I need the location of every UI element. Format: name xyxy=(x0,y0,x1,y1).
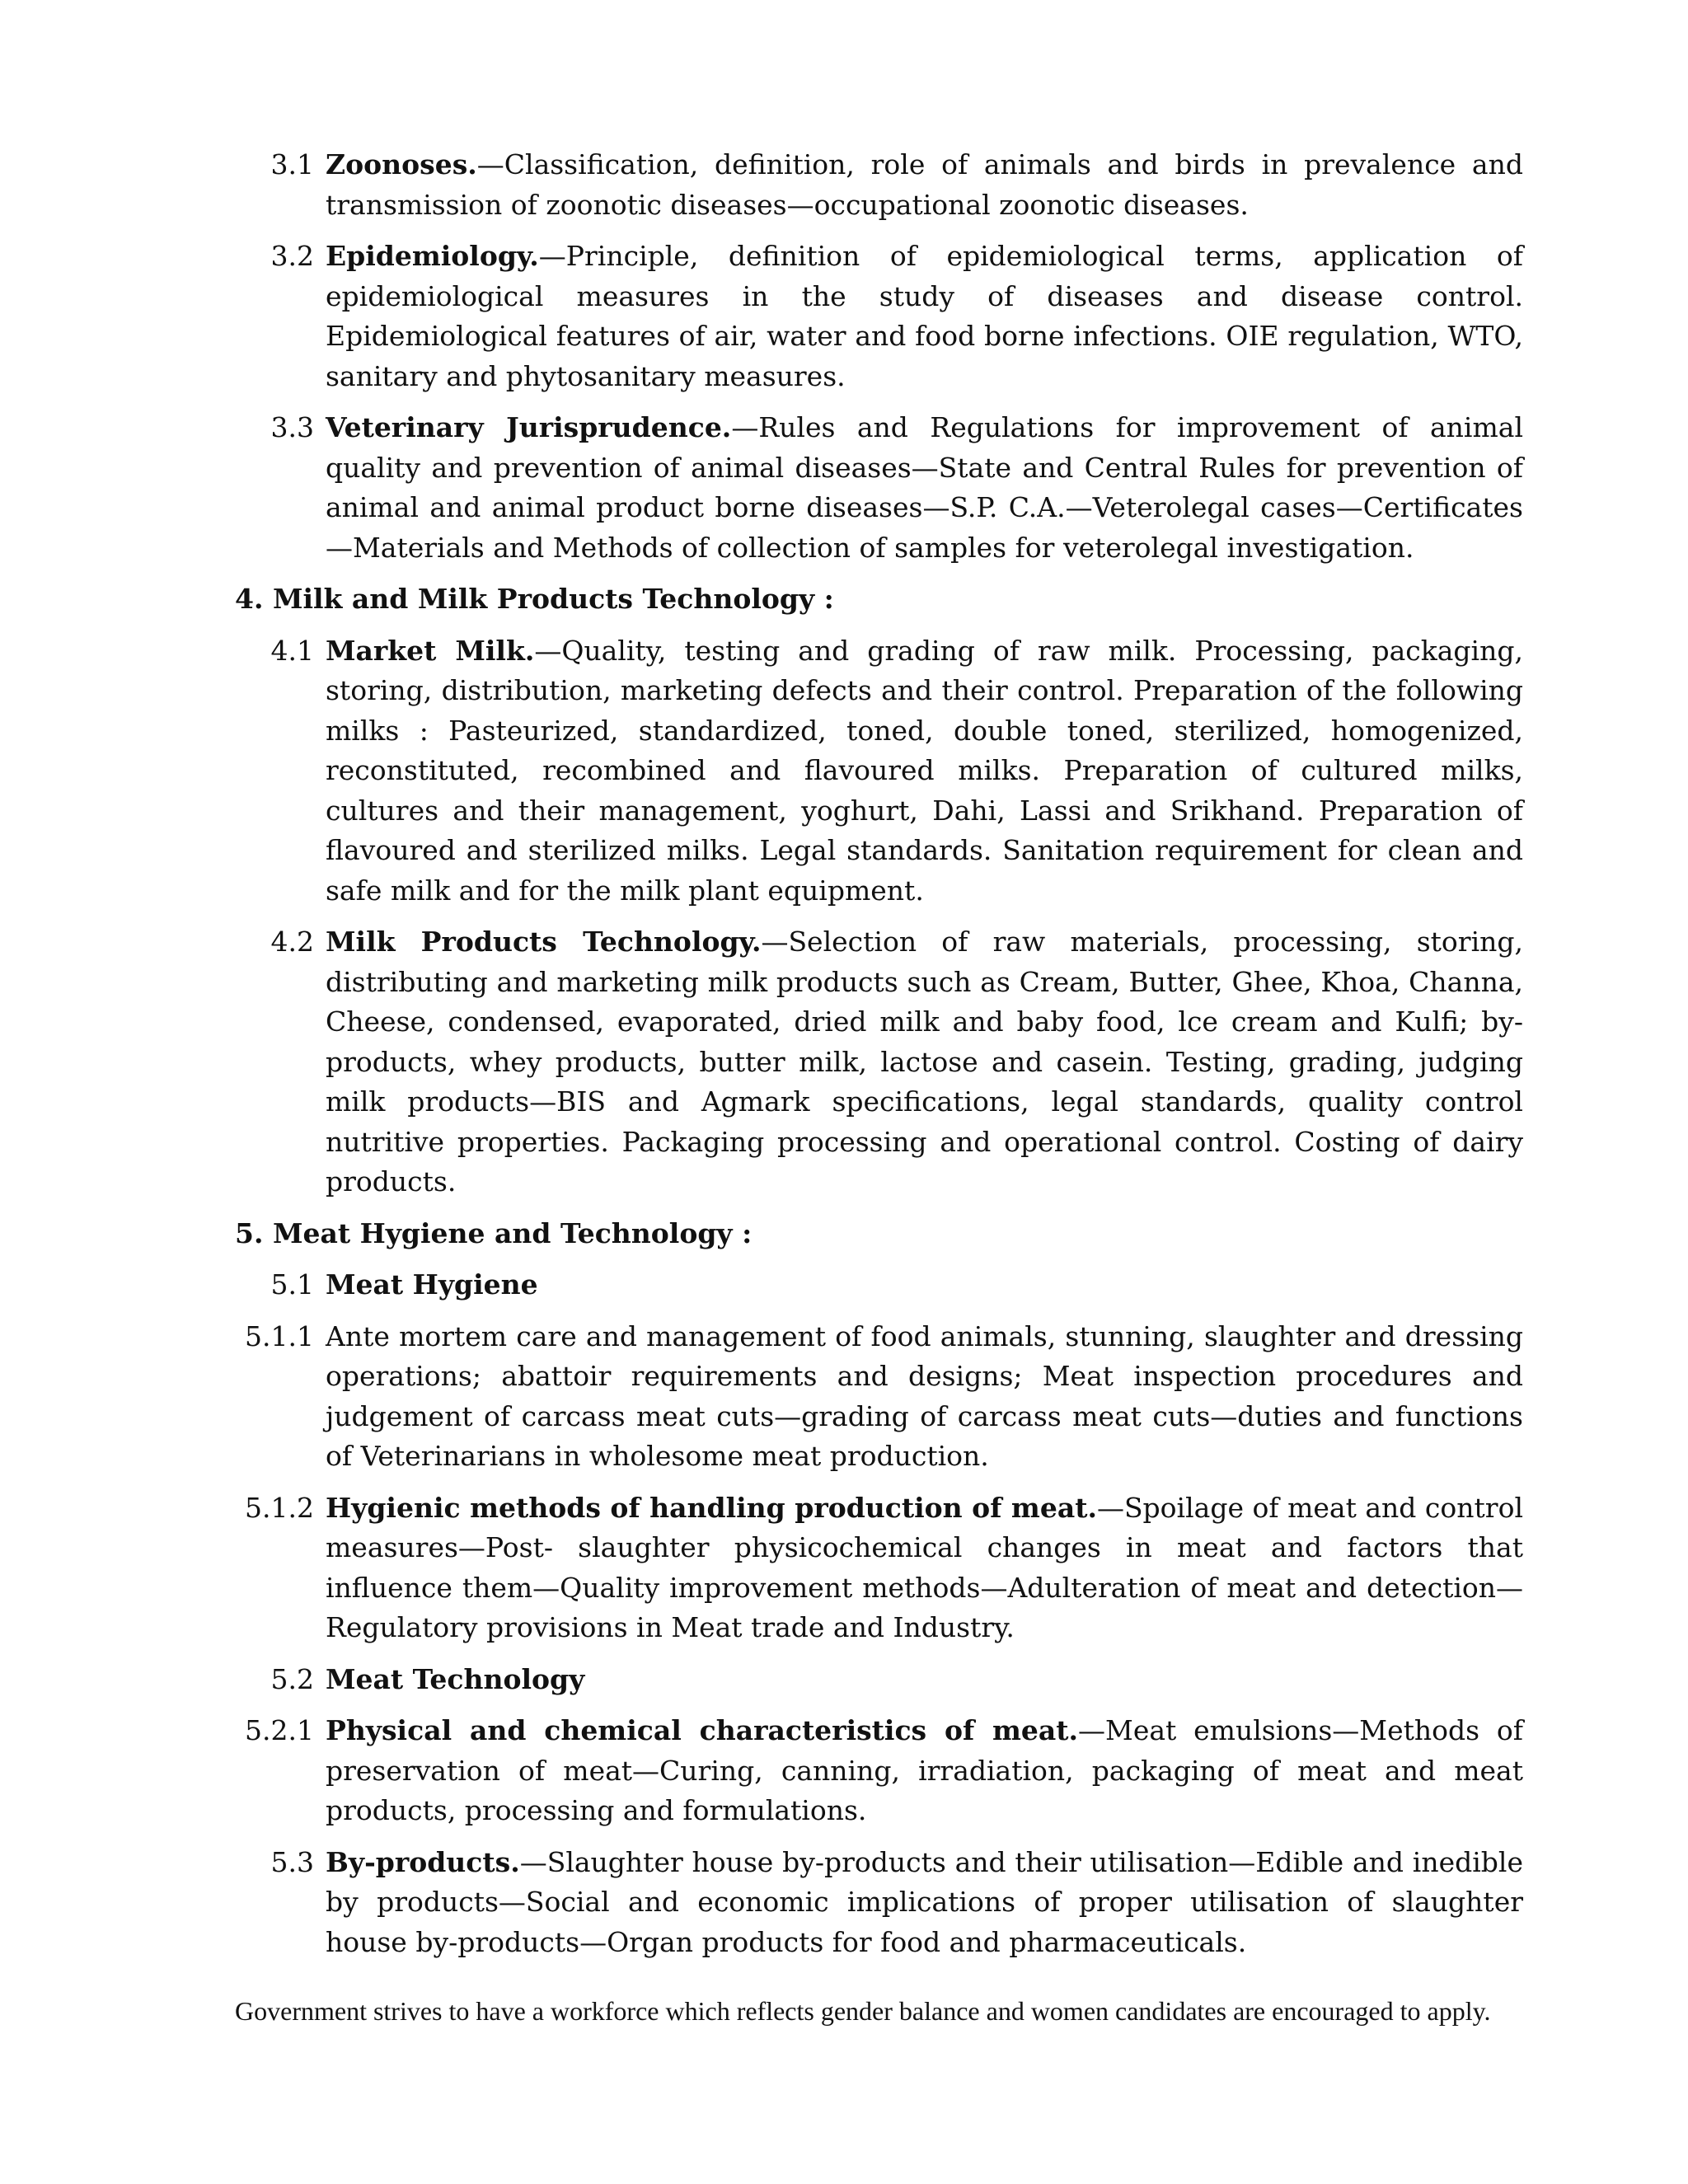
list-item xyxy=(235,1711,1523,1831)
item-number: 3.1 xyxy=(270,148,314,180)
item-number: 3.2 xyxy=(270,240,314,272)
item-title: Veterinary Jurisprudence. xyxy=(326,411,732,443)
item-text: —Rules and Regulations for improvement of animal quality and prevention of animal diseases—State and Central Rules for prevention of animal and animal product borne diseases—S.P. C.A.—Veterolegal cases—Certificates—Materials and Methods of collection of samples for veterolegal investigation. xyxy=(326,411,1524,564)
list-item xyxy=(235,1488,1523,1648)
item-title: By-products. xyxy=(326,1845,520,1878)
section-heading: 5. Meat Hygiene and Technology : xyxy=(235,1216,753,1249)
item-title: Zoonoses. xyxy=(326,148,477,180)
item-title: Physical and chemical characteristics of meat. xyxy=(326,1714,1079,1746)
item-number: 3.3 xyxy=(270,411,314,443)
item-number: 5.1 xyxy=(270,1268,314,1301)
section-heading: 4. Milk and Milk Products Technology : xyxy=(235,583,834,615)
list-item xyxy=(235,1660,1523,1700)
list-item xyxy=(235,1843,1523,1963)
item-number: 5.2.1 xyxy=(245,1714,314,1746)
item-text: —Classification, definition, role of animals and birds in prevalence and transmission of zoonotic diseases—occupational zoonotic diseases. xyxy=(326,148,1523,221)
footer-note: Government strives to have a workforce which reflects gender balance and women candidates are encouraged to apply. xyxy=(235,1996,1491,2026)
item-number: 4.2 xyxy=(270,926,314,958)
item-number: 5.1.1 xyxy=(245,1319,314,1352)
item-text: —Spoilage of meat and control measures—Post- slaughter physicochemical changes in meat and factors that influence them—Quality improvement methods—Adulteration of meat and detection—Regulatory provisions in Meat trade and Industry. xyxy=(326,1491,1523,1643)
item-title: Epidemiology. xyxy=(326,240,539,272)
item-text: —Principle, definition of epidemiological terms, application of epidemiological measures in the study of diseases and disease control. Epidemiological features of air, water and food borne infections. OIE regulation, WTO, sanitary and phytosanitary measures. xyxy=(326,240,1523,392)
item-text: Ante mortem care and management of food animals, stunning, slaughter and dressing operations; abattoir requirements and designs; Meat inspection procedures and judgement of carcass meat cuts—grading of carcass meat cuts—duties and functions of Veterinarians in wholesome meat production. xyxy=(326,1319,1523,1472)
item-text: —Slaughter house by-products and their utilisation—Edible and inedible by products—Social and economic implications of proper utilisation of slaughter house by-products—Organ products for food and pharmaceuticals. xyxy=(326,1845,1523,1958)
item-number: 4.1 xyxy=(270,634,314,667)
item-title: Hygienic methods of handling production of meat. xyxy=(326,1491,1097,1524)
list-item xyxy=(235,145,1523,225)
item-title: Meat Hygiene xyxy=(326,1268,538,1301)
list-item xyxy=(235,408,1523,568)
item-number: 5.1.2 xyxy=(245,1491,314,1524)
item-text: —Selection of raw materials, processing, storing, distributing and marketing milk products such as Cream, Butter, Ghee, Khoa, Channa, Cheese, condensed, evaporated, dried milk and baby food, lce cream and Kulfi; by-products, whey products, butter milk, lactose and casein. Testing, grading, judging milk products—BIS and Agmark specifications, legal standards, quality control nutritive properties. Packaging processing and operational control. Costing of dairy products. xyxy=(326,926,1523,1197)
list-item xyxy=(235,922,1523,1202)
list-item xyxy=(235,237,1523,396)
item-text: —Quality, testing and grading of raw milk. Processing, packaging, storing, distribution, marketing defects and their control. Preparation of the following milks : Pasteurized, standardized, toned, double toned, sterilized, homogenized, reconstituted, recombined and flavoured milks. Preparation of cultured milks, cultures and their management, yoghurt, Dahi, Lassi and Srikhand. Preparation of flavoured and sterilized milks. Legal standards. Sanitation requirement for clean and safe milk and for the milk plant equipment. xyxy=(326,634,1523,907)
item-title: Milk Products Technology. xyxy=(326,926,762,958)
list-item xyxy=(235,1265,1523,1305)
item-title: Meat Technology xyxy=(326,1662,585,1695)
list-item xyxy=(235,1317,1523,1477)
item-title: Market Milk. xyxy=(326,634,535,667)
item-number: 5.2 xyxy=(270,1662,314,1695)
item-text: —Meat emulsions—Methods of preservation of meat—Curing, canning, irradiation, packaging of meat and meat products, processing and formulations. xyxy=(326,1714,1523,1826)
list-item xyxy=(235,631,1523,912)
item-number: 5.3 xyxy=(270,1845,314,1878)
